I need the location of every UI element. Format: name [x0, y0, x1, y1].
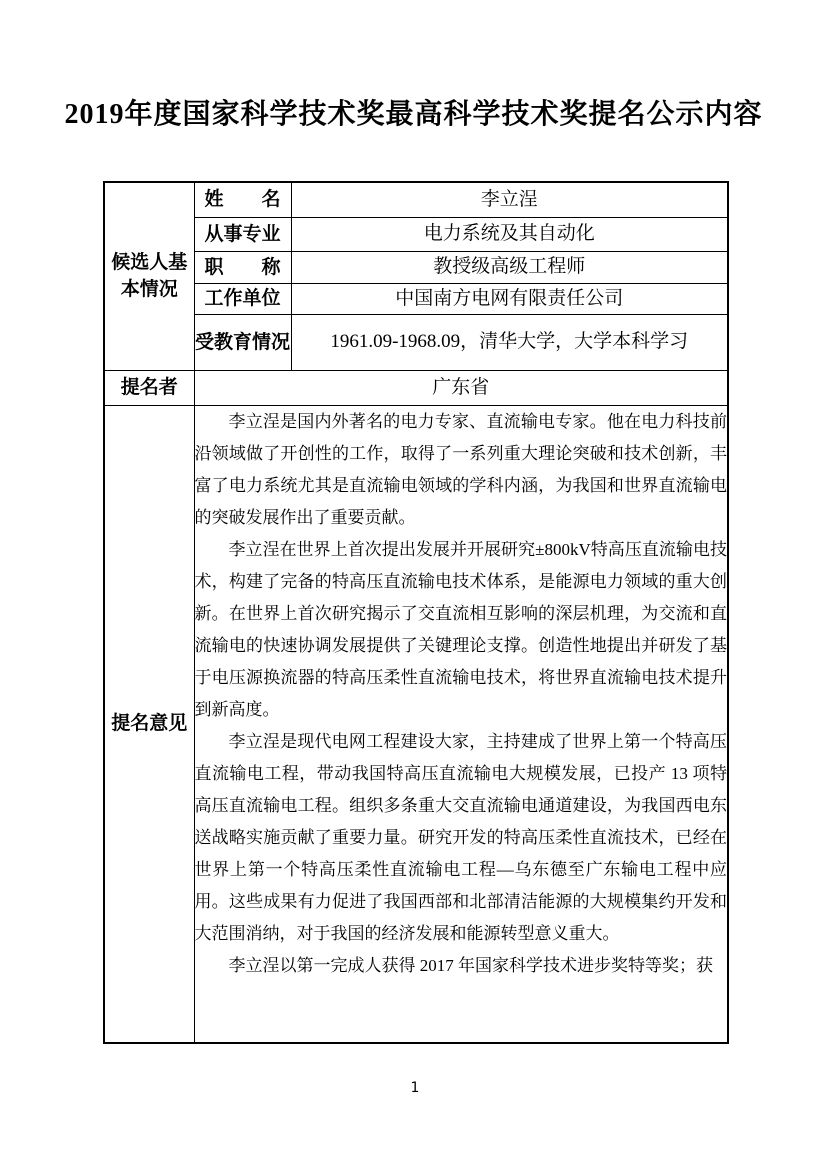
- table-row-name: [104, 182, 728, 217]
- document-title: 2019年度国家科学技术奖最高科学技术奖提名公示内容: [64, 99, 763, 130]
- field-value-major: 电力系统及其自动化: [291, 217, 728, 251]
- page-number: 1: [410, 1080, 420, 1096]
- table-row-education: [104, 314, 728, 370]
- field-value-education: 1961.09-1968.09，清华大学，大学本科学习: [291, 314, 728, 370]
- table-row-nominator: [104, 370, 728, 405]
- field-label-name: 姓 名: [194, 182, 291, 217]
- candidate-section-label: 候选人基本情况: [104, 182, 194, 370]
- field-label-title: 职 称: [194, 251, 291, 283]
- nomination-table: [103, 181, 729, 1044]
- table-row-employer: [104, 283, 728, 314]
- table-row-major: [104, 217, 728, 251]
- field-value-title: 教授级高级工程师: [291, 251, 728, 283]
- field-label-major: 从事专业: [194, 217, 291, 251]
- opinion-paragraph: 李立浧以第一完成人获得 2017 年国家科学技术进步奖特等奖；获: [228, 955, 713, 975]
- field-label-employer: 工作单位: [194, 283, 291, 314]
- opinion-paragraph: 李立浧是现代电网工程建设大家，主持建成了世界上第一个特高压直流输电工程，带动我国特高压直流输电大规模发展，已投产 13 项特高压直流输电工程。组织多条重大交直流输电通道建设，为我国西电东送战略实施贡献了重要力量。研究开发的特高压柔性直流技术，已经在世界上第一个特高压柔性直流输电工程—乌东德至广东输电工程中应用。这些成果有力促进了我国西部和北部清洁能源的大规模集约开发和大范围消纳，对于我国的经济发展和能源转型意义重大。: [194, 731, 727, 943]
- table-row-title: [104, 251, 728, 283]
- opinion-paragraph: 李立浧是国内外著名的电力专家、直流输电专家。他在电力科技前沿领域做了开创性的工作，取得了一系列重大理论突破和技术创新，丰富了电力系统尤其是直流输电领域的学科内涵，为我国和世界直流输电的突破发展作出了重要贡献。: [194, 411, 727, 527]
- field-value-employer: 中国南方电网有限责任公司: [291, 283, 728, 314]
- nominator-label: 提名者: [104, 370, 194, 405]
- opinion-label: 提名意见: [104, 405, 194, 1043]
- field-value-name: 李立浧: [291, 182, 728, 217]
- nominator-value: 广东省: [194, 370, 728, 405]
- table-row-opinion: [104, 405, 728, 1043]
- field-label-education: 受教育情况: [194, 314, 291, 370]
- opinion-paragraph: 李立浧在世界上首次提出发展并开展研究±800kV特高压直流输电技术，构建了完备的特高压直流输电技术体系，是能源电力领域的重大创新。在世界上首次研究揭示了交直流相互影响的深层机理，为交流和直流输电的快速协调发展提供了关键理论支撑。创造性地提出并研发了基于电压源换流器的特高压柔性直流输电技术，将世界直流输电技术提升到新高度。: [194, 539, 727, 719]
- opinion-content: [194, 405, 728, 1043]
